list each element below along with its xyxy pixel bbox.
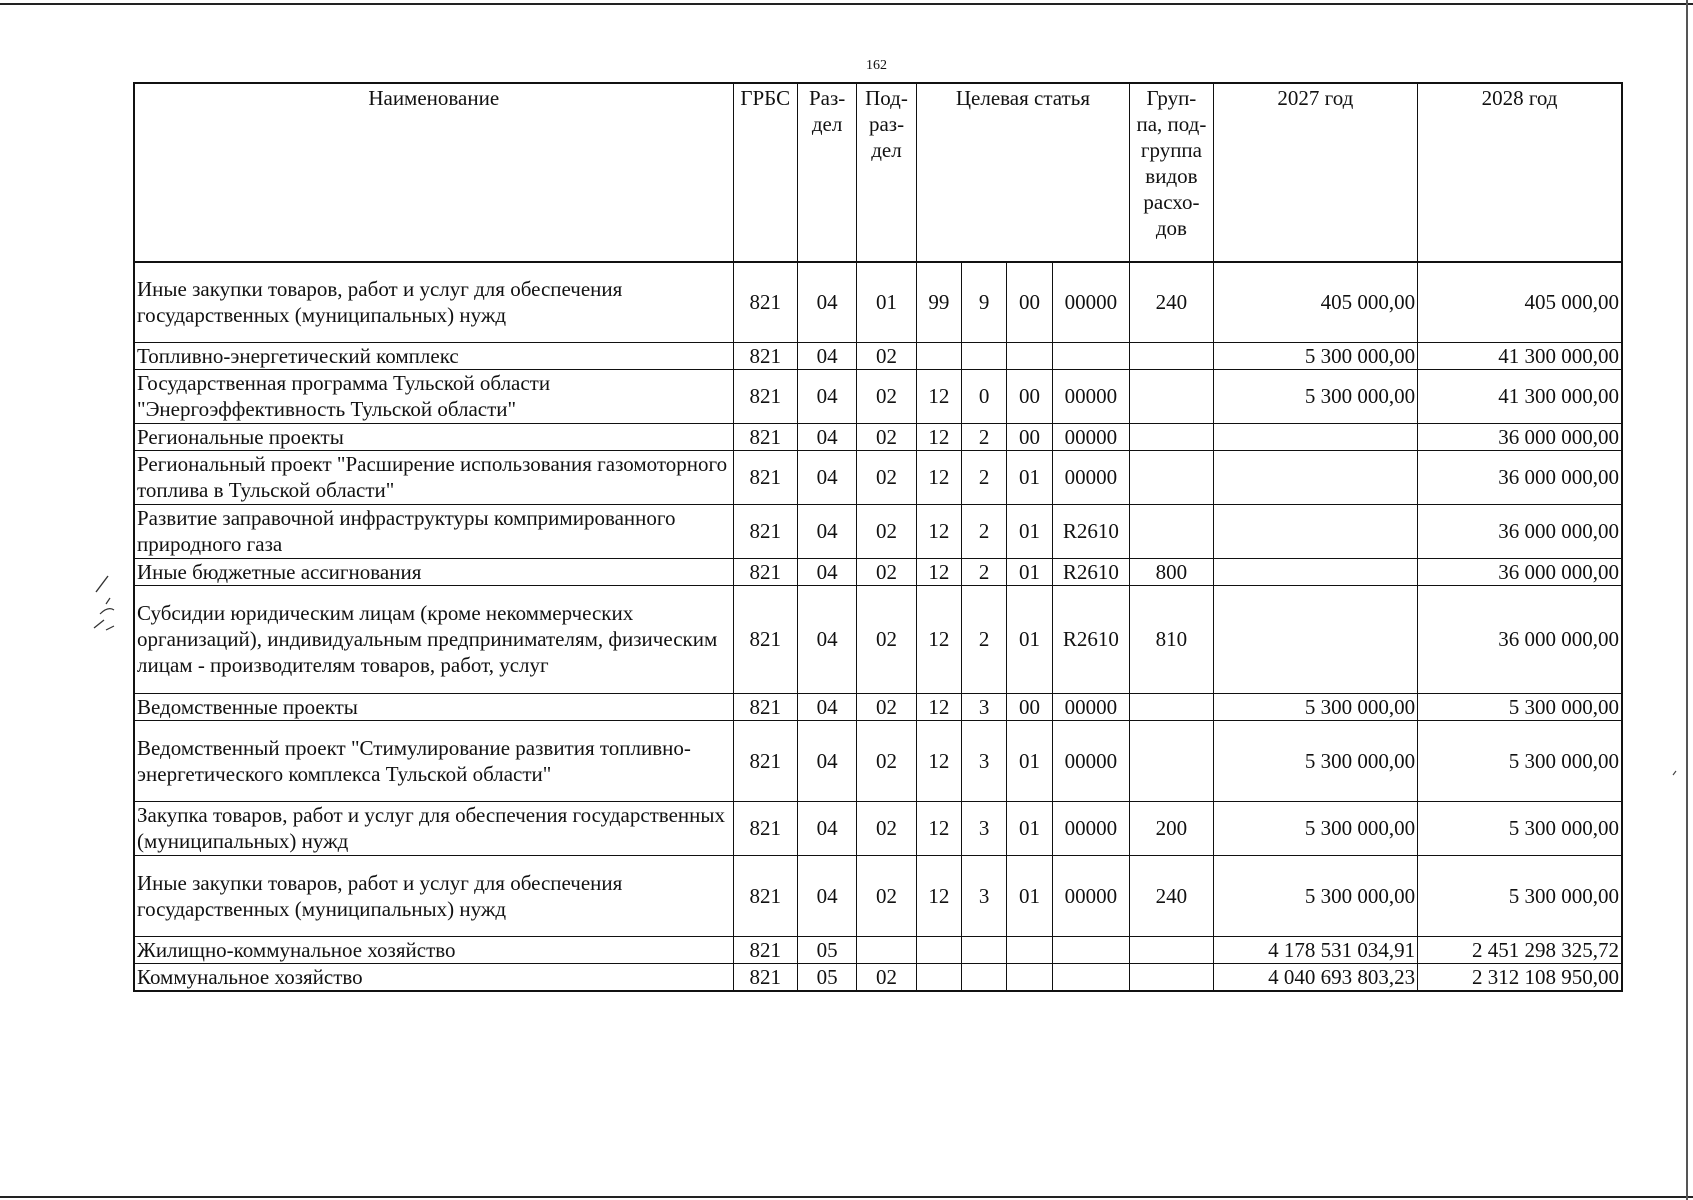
row-podrazdel: 02 xyxy=(857,855,916,936)
table-row xyxy=(134,504,1622,558)
table-row xyxy=(134,801,1622,855)
row-2027-amount: 5 300 000,00 xyxy=(1213,693,1417,720)
row-target-type: 3 xyxy=(962,693,1007,720)
row-target-program: 12 xyxy=(916,585,961,693)
row-podrazdel: 02 xyxy=(857,963,916,991)
row-2028-amount: 41 300 000,00 xyxy=(1418,369,1622,423)
row-target-direction: 00000 xyxy=(1052,693,1130,720)
col-header-razdel: Раз- дел xyxy=(797,83,856,262)
row-grbs: 821 xyxy=(733,720,797,801)
row-target-program: 12 xyxy=(916,693,961,720)
row-2027-amount: 5 300 000,00 xyxy=(1213,801,1417,855)
row-target-type: 2 xyxy=(962,423,1007,450)
row-expense-group xyxy=(1130,342,1214,369)
row-2028-amount: 405 000,00 xyxy=(1418,262,1622,342)
row-target-type xyxy=(962,936,1007,963)
row-target-direction: R2610 xyxy=(1052,585,1130,693)
row-target-program: 12 xyxy=(916,855,961,936)
row-razdel: 04 xyxy=(797,450,856,504)
row-2027-amount xyxy=(1213,423,1417,450)
row-2028-amount: 36 000 000,00 xyxy=(1418,558,1622,585)
row-razdel: 04 xyxy=(797,504,856,558)
col-header-name: Наименование xyxy=(134,83,733,262)
row-target-direction: 00000 xyxy=(1052,855,1130,936)
table-header xyxy=(134,83,1622,262)
row-podrazdel: 02 xyxy=(857,693,916,720)
row-2028-amount: 5 300 000,00 xyxy=(1418,801,1622,855)
row-razdel: 05 xyxy=(797,936,856,963)
table-row xyxy=(134,963,1622,991)
scan-right-edge xyxy=(1686,0,1688,1200)
row-2027-amount xyxy=(1213,558,1417,585)
row-grbs: 821 xyxy=(733,558,797,585)
table-row xyxy=(134,423,1622,450)
row-name: Ведомственные проекты xyxy=(134,693,733,720)
row-target-subprogram xyxy=(1007,963,1052,991)
col-header-2028: 2028 год xyxy=(1418,83,1622,262)
row-grbs: 821 xyxy=(733,262,797,342)
row-name: Региональные проекты xyxy=(134,423,733,450)
row-target-type: 3 xyxy=(962,720,1007,801)
row-2027-amount: 5 300 000,00 xyxy=(1213,369,1417,423)
col-header-group: Груп- па, под- группа видов расхо- дов xyxy=(1130,83,1214,262)
row-expense-group xyxy=(1130,963,1214,991)
row-2027-amount xyxy=(1213,585,1417,693)
table-row xyxy=(134,342,1622,369)
row-expense-group: 240 xyxy=(1130,855,1214,936)
row-2027-amount xyxy=(1213,504,1417,558)
row-2027-amount xyxy=(1213,450,1417,504)
row-grbs: 821 xyxy=(733,855,797,936)
row-target-program: 12 xyxy=(916,423,961,450)
row-razdel: 04 xyxy=(797,262,856,342)
row-expense-group xyxy=(1130,720,1214,801)
row-target-subprogram: 00 xyxy=(1007,693,1052,720)
row-name: Иные закупки товаров, работ и услуг для обеспечения государственных (муниципальных) нужд xyxy=(134,855,733,936)
row-name: Закупка товаров, работ и услуг для обеспечения государственных (муниципальных) нужд xyxy=(134,801,733,855)
table-row xyxy=(134,720,1622,801)
row-name: Субсидии юридическим лицам (кроме некоммерческих организаций), индивидуальным предпринимателям, физическим лицам - производителям товаров, работ, услуг xyxy=(134,585,733,693)
row-target-subprogram: 01 xyxy=(1007,558,1052,585)
scan-top-edge xyxy=(0,3,1693,5)
row-grbs: 821 xyxy=(733,342,797,369)
row-target-program: 99 xyxy=(916,262,961,342)
row-target-type: 0 xyxy=(962,369,1007,423)
row-podrazdel: 01 xyxy=(857,262,916,342)
row-razdel: 04 xyxy=(797,855,856,936)
row-target-type xyxy=(962,963,1007,991)
row-name: Коммунальное хозяйство xyxy=(134,963,733,991)
row-target-program: 12 xyxy=(916,450,961,504)
row-expense-group xyxy=(1130,936,1214,963)
row-expense-group: 200 xyxy=(1130,801,1214,855)
col-header-grbs: ГРБС xyxy=(733,83,797,262)
table-row xyxy=(134,262,1622,342)
row-target-direction: 00000 xyxy=(1052,423,1130,450)
row-target-direction: 00000 xyxy=(1052,720,1130,801)
table-row xyxy=(134,936,1622,963)
row-2028-amount: 2 451 298 325,72 xyxy=(1418,936,1622,963)
row-razdel: 04 xyxy=(797,693,856,720)
row-grbs: 821 xyxy=(733,585,797,693)
row-target-program: 12 xyxy=(916,369,961,423)
row-target-type: 3 xyxy=(962,801,1007,855)
budget-table xyxy=(133,82,1623,992)
row-2028-amount: 36 000 000,00 xyxy=(1418,504,1622,558)
row-podrazdel: 02 xyxy=(857,558,916,585)
row-razdel: 04 xyxy=(797,342,856,369)
row-target-subprogram: 00 xyxy=(1007,262,1052,342)
col-header-podrazdel: Под- раз- дел xyxy=(857,83,916,262)
row-podrazdel: 02 xyxy=(857,720,916,801)
row-target-type: 2 xyxy=(962,450,1007,504)
row-2028-amount: 36 000 000,00 xyxy=(1418,423,1622,450)
row-2027-amount: 4 178 531 034,91 xyxy=(1213,936,1417,963)
row-razdel: 04 xyxy=(797,801,856,855)
row-razdel: 04 xyxy=(797,369,856,423)
row-expense-group: 800 xyxy=(1130,558,1214,585)
row-podrazdel: 02 xyxy=(857,585,916,693)
row-target-type: 9 xyxy=(962,262,1007,342)
row-podrazdel: 02 xyxy=(857,504,916,558)
row-2028-amount: 5 300 000,00 xyxy=(1418,855,1622,936)
row-grbs: 821 xyxy=(733,504,797,558)
row-name: Государственная программа Тульской области "Энергоэффективность Тульской области" xyxy=(134,369,733,423)
row-target-direction xyxy=(1052,342,1130,369)
header-row xyxy=(134,83,1622,262)
col-header-2027: 2027 год xyxy=(1213,83,1417,262)
row-grbs: 821 xyxy=(733,369,797,423)
row-target-subprogram xyxy=(1007,936,1052,963)
row-podrazdel: 02 xyxy=(857,450,916,504)
row-target-program: 12 xyxy=(916,801,961,855)
row-razdel: 04 xyxy=(797,558,856,585)
row-target-type: 3 xyxy=(962,855,1007,936)
row-target-direction xyxy=(1052,936,1130,963)
col-header-target: Целевая статья xyxy=(916,83,1129,262)
row-target-subprogram xyxy=(1007,342,1052,369)
row-target-program: 12 xyxy=(916,720,961,801)
row-target-direction: 00000 xyxy=(1052,450,1130,504)
row-target-direction: 00000 xyxy=(1052,262,1130,342)
row-target-program xyxy=(916,936,961,963)
row-name: Ведомственный проект "Стимулирование развития топливно-энергетического комплекса Тульской области" xyxy=(134,720,733,801)
table-row xyxy=(134,693,1622,720)
row-razdel: 04 xyxy=(797,423,856,450)
row-podrazdel: 02 xyxy=(857,369,916,423)
row-target-direction: 00000 xyxy=(1052,801,1130,855)
row-target-subprogram: 00 xyxy=(1007,369,1052,423)
row-name: Развитие заправочной инфраструктуры компримированного природного газа xyxy=(134,504,733,558)
row-target-subprogram: 01 xyxy=(1007,585,1052,693)
table-row xyxy=(134,585,1622,693)
row-expense-group: 810 xyxy=(1130,585,1214,693)
row-2028-amount: 36 000 000,00 xyxy=(1418,585,1622,693)
page-number: 162 xyxy=(866,58,887,73)
row-2028-amount: 36 000 000,00 xyxy=(1418,450,1622,504)
row-grbs: 821 xyxy=(733,936,797,963)
row-name: Иные закупки товаров, работ и услуг для обеспечения государственных (муниципальных) нужд xyxy=(134,262,733,342)
row-target-direction: R2610 xyxy=(1052,504,1130,558)
row-target-type: 2 xyxy=(962,504,1007,558)
scan-bottom-edge xyxy=(0,1196,1693,1198)
row-expense-group xyxy=(1130,423,1214,450)
row-target-subprogram: 01 xyxy=(1007,801,1052,855)
row-2027-amount: 5 300 000,00 xyxy=(1213,342,1417,369)
row-2027-amount: 4 040 693 803,23 xyxy=(1213,963,1417,991)
table-row xyxy=(134,369,1622,423)
row-grbs: 821 xyxy=(733,693,797,720)
row-razdel: 04 xyxy=(797,720,856,801)
row-2027-amount: 405 000,00 xyxy=(1213,262,1417,342)
row-name: Топливно-энергетический комплекс xyxy=(134,342,733,369)
row-expense-group xyxy=(1130,693,1214,720)
row-expense-group xyxy=(1130,450,1214,504)
row-grbs: 821 xyxy=(733,423,797,450)
row-2027-amount: 5 300 000,00 xyxy=(1213,720,1417,801)
row-grbs: 821 xyxy=(733,801,797,855)
row-podrazdel: 02 xyxy=(857,342,916,369)
row-target-program: 12 xyxy=(916,504,961,558)
table-body xyxy=(134,262,1622,991)
row-2028-amount: 5 300 000,00 xyxy=(1418,693,1622,720)
row-target-direction: R2610 xyxy=(1052,558,1130,585)
row-name: Иные бюджетные ассигнования xyxy=(134,558,733,585)
row-2027-amount: 5 300 000,00 xyxy=(1213,855,1417,936)
row-name: Жилищно-коммунальное хозяйство xyxy=(134,936,733,963)
row-razdel: 04 xyxy=(797,585,856,693)
row-target-program xyxy=(916,342,961,369)
table-row xyxy=(134,855,1622,936)
row-podrazdel: 02 xyxy=(857,801,916,855)
row-target-direction xyxy=(1052,963,1130,991)
row-target-direction: 00000 xyxy=(1052,369,1130,423)
row-2028-amount: 2 312 108 950,00 xyxy=(1418,963,1622,991)
row-target-type xyxy=(962,342,1007,369)
row-target-subprogram: 01 xyxy=(1007,720,1052,801)
row-name: Региональный проект "Расширение использования газомоторного топлива в Тульской области" xyxy=(134,450,733,504)
row-expense-group xyxy=(1130,504,1214,558)
row-podrazdel: 02 xyxy=(857,423,916,450)
row-grbs: 821 xyxy=(733,450,797,504)
row-2028-amount: 41 300 000,00 xyxy=(1418,342,1622,369)
pen-marks xyxy=(92,570,132,640)
row-target-program xyxy=(916,963,961,991)
row-expense-group: 240 xyxy=(1130,262,1214,342)
table-row xyxy=(134,558,1622,585)
row-target-type: 2 xyxy=(962,585,1007,693)
row-razdel: 05 xyxy=(797,963,856,991)
row-2028-amount: 5 300 000,00 xyxy=(1418,720,1622,801)
row-podrazdel xyxy=(857,936,916,963)
row-target-subprogram: 01 xyxy=(1007,855,1052,936)
row-target-program: 12 xyxy=(916,558,961,585)
stray-mark xyxy=(1672,770,1678,776)
row-target-type: 2 xyxy=(962,558,1007,585)
row-grbs: 821 xyxy=(733,963,797,991)
row-expense-group xyxy=(1130,369,1214,423)
row-target-subprogram: 00 xyxy=(1007,423,1052,450)
row-target-subprogram: 01 xyxy=(1007,504,1052,558)
table-row xyxy=(134,450,1622,504)
row-target-subprogram: 01 xyxy=(1007,450,1052,504)
